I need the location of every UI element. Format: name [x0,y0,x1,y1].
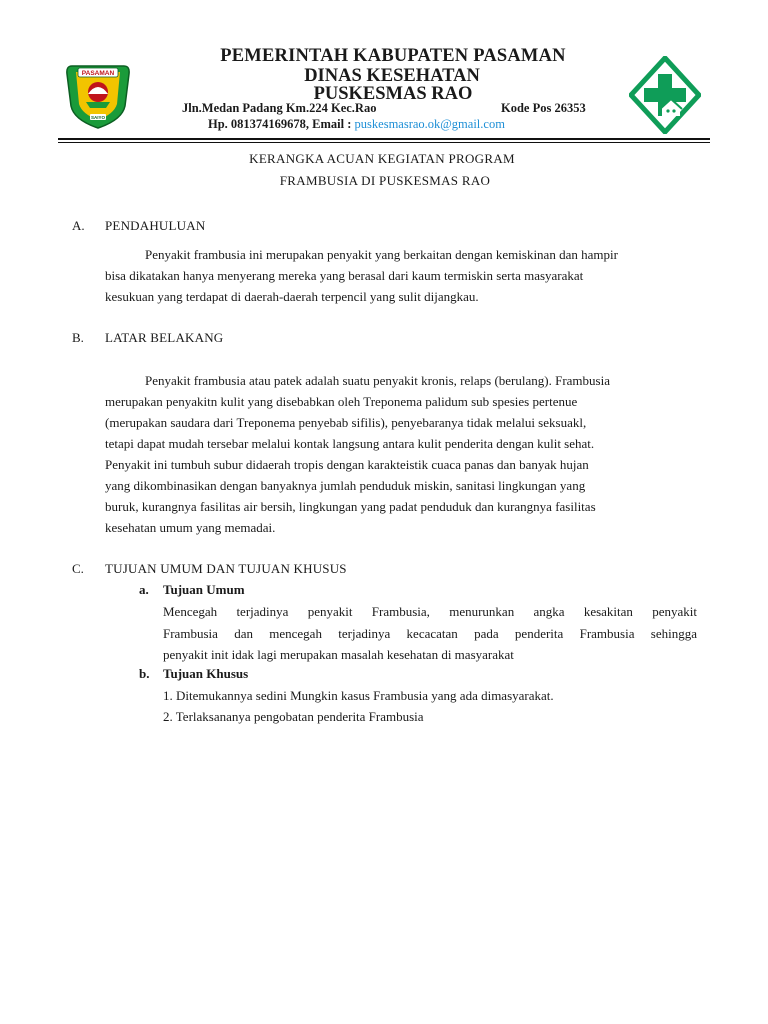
list-item: 2. Terlaksananya pengobatan penderita Frambusia [163,709,424,724]
paragraph-line: kesukuan yang terdapat di daerah-daerah terpencil yang sulit dijangkau. [105,289,479,305]
paragraph-line: Frambusia dan mencegah terjadinya kecacatan pada penderita Frambusia sehingga [163,625,697,641]
section-a-paragraph [105,244,670,308]
document-title-line-1: KERANGKA ACUAN KEGIATAN PROGRAM [249,151,515,166]
letterhead-rule-thick [58,138,710,140]
section-a-heading: PENDAHULUAN [105,218,206,233]
subsection-a-heading: Tujuan Umum [163,582,245,597]
paragraph-line: (merupakan saudara dari Treponema penyebab sifilis), penyebaranya tidak melalui seksuakl, [105,415,587,430]
subsection-b-heading: Tujuan Khusus [163,666,249,681]
email-link[interactable]: puskesmasrao.ok@gmail.com [354,117,505,131]
section-b-paragraph [105,370,670,538]
letterhead-line-2: DINAS KESEHATAN [304,66,480,86]
section-c-letter: C. [72,561,84,576]
paragraph-line: Penyakit frambusia ini merupakan penyakit yang berkaitan dengan kemiskinan dan hampir [145,247,618,262]
paragraph-line: penyakit init idak lagi merupakan masalah kesehatan di masyarakat [163,647,514,662]
subsection-a-letter: a. [139,582,149,597]
paragraph-line: Penyakit ini tumbuh subur didaerah tropis dengan karakteistik cuaca panas dan banyak hujan [105,457,589,472]
contact-line [208,117,505,132]
section-a-letter: A. [72,218,85,233]
section-b-heading: LATAR BELAKANG [105,330,224,345]
emblem-text-top: PASAMAN [81,70,115,78]
letterhead-rule-thin [58,142,710,143]
paragraph-line: Penyakit frambusia atau patek adalah suatu penyakit kronis, relaps (berulang). Frambusia [145,373,610,388]
emblem-text-bottom: SAIYO [90,114,106,120]
address-text: Jln.Medan Padang Km.224 Kec.Rao [182,101,377,115]
section-b-letter: B. [72,330,84,345]
paragraph-line: yang dikombinasikan dengan banyaknya jumlah penduduk miskin, sanitasi lingkungan yang [105,478,586,493]
paragraph-line: kesehatan umum yang memadai. [105,520,276,535]
paragraph-line: bisa dikatakan hanya menyerang mereka yang berasal dari kaum termiskin serta masyarakat [105,268,584,284]
section-c-heading: TUJUAN UMUM DAN TUJUAN KHUSUS [105,561,347,576]
phone-email-label: Hp. 081374169678, Email : [208,117,352,131]
paragraph-line: buruk, kurangnya fasilitas air bersih, lingkungan yang padat penduduk dan kurangnya fasilitas [105,499,596,514]
paragraph-line: Mencegah terjadinya penyakit Frambusia, menurunkan angka kesakitan penyakit [163,604,697,619]
letterhead-line-3: PUSKESMAS RAO [313,84,473,104]
document-title-line-2: FRAMBUSIA DI PUSKESMAS RAO [279,173,491,188]
puskesmas-logo [629,56,701,134]
subsection-a-paragraph [163,601,697,666]
letterhead-line-1: PEMERINTAH KABUPATEN PASAMAN [220,46,566,66]
subsection-b-letter: b. [139,666,150,681]
postal-code-text: Kode Pos 26353 [501,101,586,115]
paragraph-line: merupakan penyakitn kulit yang disebabkan oleh Treponema palidum sub spesies pertenue [105,394,578,409]
paragraph-line: tetapi dapat mudah tersebar melalui kontak langsung antara kulit penderita dengan kulit sehat. [105,436,595,451]
list-item: 1. Ditemukannya sedini Mungkin kasus Frambusia yang ada dimasyarakat. [163,688,554,703]
